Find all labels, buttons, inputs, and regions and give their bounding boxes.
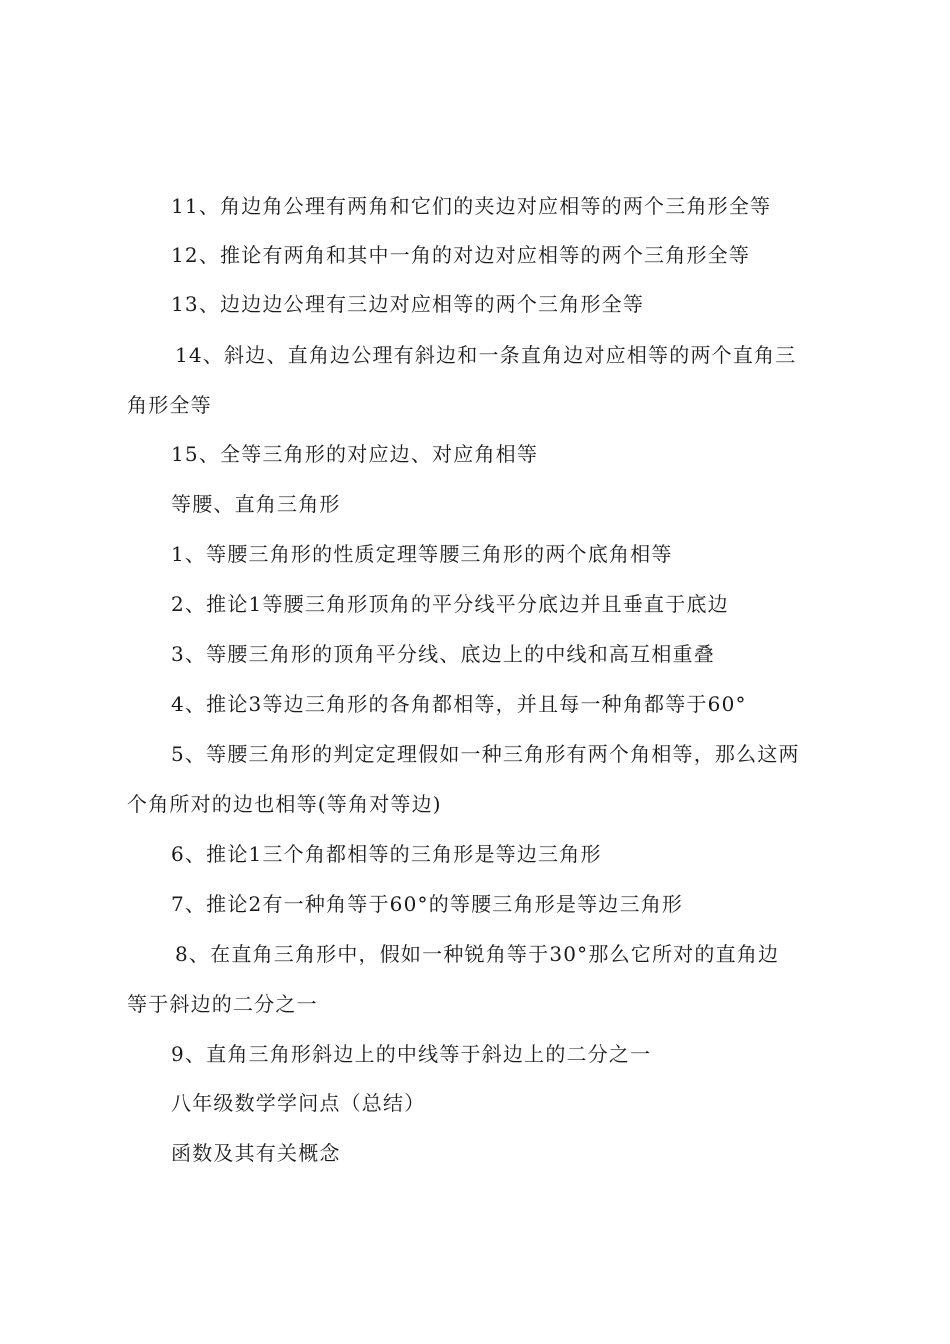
text-line: 8、在直角三角形中，假如一种锐角等于30°那么它所对的直角边 (175, 942, 780, 966)
text-line: 13、边边边公理有三边对应相等的两个三角形全等 (171, 292, 645, 316)
text-line: 5、等腰三角形的判定定理假如一种三角形有两个角相等，那么这两 (171, 742, 800, 766)
text-line: 7、推论2有一种角等于60°的等腰三角形是等边三角形 (171, 892, 684, 916)
section-heading: 八年级数学学问点（总结） (171, 1091, 426, 1115)
text-line: 15、全等三角形的对应边、对应角相等 (171, 442, 539, 466)
section-heading: 等腰、直角三角形 (171, 492, 341, 516)
text-line: 个角所对的边也相等(等角对等边) (127, 792, 442, 816)
text-line: 14、斜边、直角边公理有斜边和一条直角边对应相等的两个直角三 (175, 343, 797, 367)
text-line: 3、等腰三角形的顶角平分线、底边上的中线和高互相重叠 (171, 642, 715, 666)
text-line: 11、角边角公理有两角和它们的夹边对应相等的两个三角形全等 (171, 194, 772, 218)
text-line: 等于斜边的二分之一 (127, 992, 318, 1016)
text-line: 6、推论1三个角都相等的三角形是等边三角形 (171, 842, 602, 866)
text-line: 9、直角三角形斜边上的中线等于斜边上的二分之一 (171, 1042, 652, 1066)
text-line: 12、推论有两角和其中一角的对边对应相等的两个三角形全等 (171, 243, 751, 267)
text-line: 4、推论3等边三角形的各角都相等，并且每一种角都等于60° (171, 692, 747, 716)
text-line: 2、推论1等腰三角形顶角的平分线平分底边并且垂直于底边 (171, 592, 729, 616)
text-line: 角形全等 (127, 393, 212, 417)
text-line: 1、等腰三角形的性质定理等腰三角形的两个底角相等 (171, 542, 673, 566)
section-heading: 函数及其有关概念 (171, 1141, 341, 1165)
